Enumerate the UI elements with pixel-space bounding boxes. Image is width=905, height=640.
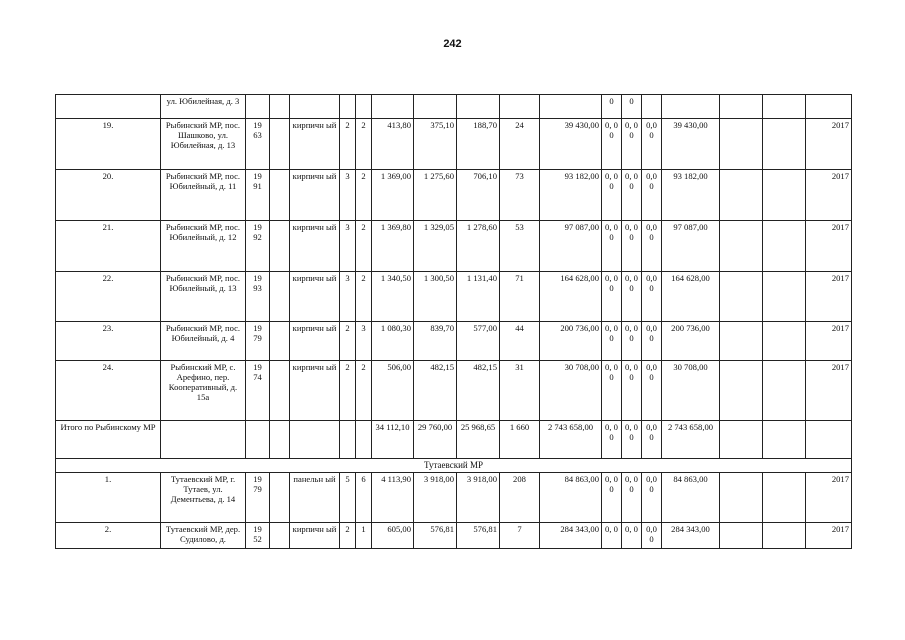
- residents-cell: 73: [500, 170, 540, 221]
- cost-total-cell: 200 736,00: [540, 322, 602, 361]
- floors-cell: 3: [340, 221, 356, 272]
- fund-cell: 0,0 0: [642, 473, 662, 523]
- table-row: [56, 119, 852, 170]
- total-area-cell: 1 080,30: [372, 322, 414, 361]
- fund-cell: 0, 0: [622, 523, 642, 549]
- private-area-cell: 1 131,40: [457, 272, 500, 322]
- row-number-cell: 19.: [56, 119, 161, 170]
- cost-total-cell: 39 430,00: [540, 119, 602, 170]
- fund-cell: 0,0 0: [642, 170, 662, 221]
- residents-cell: 208: [500, 473, 540, 523]
- empty-cell: [270, 95, 290, 119]
- fund-cell: 0, 0 0: [622, 119, 642, 170]
- year-cell: 19 52: [246, 523, 270, 549]
- row-number-cell: 22.: [56, 272, 161, 322]
- entrances-cell: 2: [356, 119, 372, 170]
- private-area-cell: 706,10: [457, 170, 500, 221]
- fund-cell: [642, 95, 662, 119]
- housing-register-table: [55, 94, 852, 549]
- table-row: [56, 95, 852, 119]
- year-cell: 19 79: [246, 322, 270, 361]
- private-area-cell: 188,70: [457, 119, 500, 170]
- cost-total-cell: 2 743 658,00: [540, 421, 602, 459]
- private-area-cell: 576,81: [457, 523, 500, 549]
- material-cell: кирпичн ый: [290, 272, 340, 322]
- table-row: [56, 170, 852, 221]
- fund-cell: 0, 0 0: [602, 473, 622, 523]
- year-cell: 19 92: [246, 221, 270, 272]
- entrances-cell: 3: [356, 322, 372, 361]
- material-cell: кирпичн ый: [290, 170, 340, 221]
- year-completion-cell: [806, 95, 852, 119]
- address-cell: Рыбинский МР, пос. Юбилейный, д. 12: [161, 221, 246, 272]
- empty-cell: [270, 361, 290, 421]
- empty-cell: [720, 170, 763, 221]
- empty-cell: [270, 322, 290, 361]
- empty-cell: [720, 272, 763, 322]
- table-row: [56, 361, 852, 421]
- row-number-cell: 24.: [56, 361, 161, 421]
- entrances-cell: 6: [356, 473, 372, 523]
- empty-cell: [720, 322, 763, 361]
- empty-cell: [763, 221, 806, 272]
- address-cell: Рыбинский МР, пос. Шашково, ул. Юбилейная, д. 13: [161, 119, 246, 170]
- floors-cell: 5: [340, 473, 356, 523]
- fund-cell: 0, 0 0: [622, 361, 642, 421]
- material-cell: панельн ый: [290, 473, 340, 523]
- material-cell: кирпичн ый: [290, 523, 340, 549]
- residents-cell: 7: [500, 523, 540, 549]
- section-header-row: [56, 459, 852, 473]
- empty-cell: [720, 361, 763, 421]
- fund-cell: 0, 0 0: [622, 322, 642, 361]
- empty-cell: [290, 421, 340, 459]
- cost-total-cell: 84 863,00: [540, 473, 602, 523]
- empty-cell: [246, 421, 270, 459]
- private-area-cell: [457, 95, 500, 119]
- year-cell: 19 79: [246, 473, 270, 523]
- fund-cell: 0, 0 0: [602, 361, 622, 421]
- residential-area-cell: 839,70: [414, 322, 457, 361]
- total-area-cell: 1 369,80: [372, 221, 414, 272]
- fund-cell: 0,0 0: [642, 361, 662, 421]
- table-row: [56, 221, 852, 272]
- cost-total-cell: 93 182,00: [540, 170, 602, 221]
- table-row: [56, 523, 852, 549]
- private-area-cell: 25 968,65: [457, 421, 500, 459]
- empty-cell: [720, 95, 763, 119]
- fund-cell: 30 708,00: [662, 361, 720, 421]
- fund-cell: 0, 0: [602, 523, 622, 549]
- empty-cell: [270, 170, 290, 221]
- residential-area-cell: 1 329,05: [414, 221, 457, 272]
- entrances-cell: [356, 95, 372, 119]
- empty-cell: [763, 322, 806, 361]
- residential-area-cell: [414, 95, 457, 119]
- year-cell: 19 93: [246, 272, 270, 322]
- address-cell: Рыбинский МР, пос. Юбилейный, д. 4: [161, 322, 246, 361]
- fund-cell: 284 343,00: [662, 523, 720, 549]
- floors-cell: [340, 95, 356, 119]
- fund-cell: 0,0 0: [642, 523, 662, 549]
- fund-cell: 0, 0 0: [602, 272, 622, 322]
- residential-area-cell: 1 300,50: [414, 272, 457, 322]
- year-completion-cell: 2017: [806, 119, 852, 170]
- empty-cell: [270, 523, 290, 549]
- fund-cell: [662, 95, 720, 119]
- floors-cell: 2: [340, 322, 356, 361]
- material-cell: кирпичн ый: [290, 119, 340, 170]
- fund-cell: 0, 0 0: [602, 421, 622, 459]
- floors-cell: 2: [340, 361, 356, 421]
- private-area-cell: 482,15: [457, 361, 500, 421]
- empty-cell: [270, 272, 290, 322]
- cost-total-cell: 284 343,00: [540, 523, 602, 549]
- residential-area-cell: 3 918,00: [414, 473, 457, 523]
- fund-cell: 0,0 0: [642, 221, 662, 272]
- entrances-cell: 2: [356, 170, 372, 221]
- year-cell: 19 74: [246, 361, 270, 421]
- year-completion-cell: 2017: [806, 473, 852, 523]
- year-cell: [246, 95, 270, 119]
- empty-cell: [763, 473, 806, 523]
- address-cell: Рыбинский МР, пос. Юбилейный, д. 13: [161, 272, 246, 322]
- row-number-cell: 1.: [56, 473, 161, 523]
- empty-cell: [763, 421, 806, 459]
- residential-area-cell: 375,10: [414, 119, 457, 170]
- total-area-cell: 506,00: [372, 361, 414, 421]
- empty-cell: [763, 272, 806, 322]
- cost-total-cell: 97 087,00: [540, 221, 602, 272]
- empty-cell: [340, 421, 356, 459]
- fund-cell: 97 087,00: [662, 221, 720, 272]
- row-number-cell: 2.: [56, 523, 161, 549]
- fund-cell: 0, 0 0: [602, 221, 622, 272]
- empty-cell: [720, 473, 763, 523]
- page-number: 242: [443, 38, 462, 50]
- residential-area-cell: 482,15: [414, 361, 457, 421]
- year-cell: 19 63: [246, 119, 270, 170]
- floors-cell: 3: [340, 272, 356, 322]
- year-completion-cell: 2017: [806, 170, 852, 221]
- empty-cell: [763, 523, 806, 549]
- empty-cell: [763, 95, 806, 119]
- year-completion-cell: 2017: [806, 361, 852, 421]
- empty-cell: [270, 221, 290, 272]
- cost-total-cell: 30 708,00: [540, 361, 602, 421]
- empty-cell: [763, 170, 806, 221]
- residents-cell: 1 660: [500, 421, 540, 459]
- year-completion-cell: 2017: [806, 272, 852, 322]
- empty-cell: [763, 119, 806, 170]
- fund-cell: 0: [602, 95, 622, 119]
- fund-cell: 0,0 0: [642, 272, 662, 322]
- row-number-cell: 21.: [56, 221, 161, 272]
- residents-cell: [500, 95, 540, 119]
- fund-cell: 84 863,00: [662, 473, 720, 523]
- address-cell: Тутаевский МР, г. Тутаев, ул. Дементьева, д. 14: [161, 473, 246, 523]
- residents-cell: 53: [500, 221, 540, 272]
- fund-cell: 2 743 658,00: [662, 421, 720, 459]
- address-cell: ул. Юбилейная, д. 3: [161, 95, 246, 119]
- fund-cell: 0, 0 0: [622, 421, 642, 459]
- empty-cell: [720, 221, 763, 272]
- fund-cell: 0, 0 0: [622, 221, 642, 272]
- floors-cell: 3: [340, 170, 356, 221]
- residential-area-cell: 29 760,00: [414, 421, 457, 459]
- residential-area-cell: 1 275,60: [414, 170, 457, 221]
- material-cell: кирпичн ый: [290, 322, 340, 361]
- fund-cell: 0: [622, 95, 642, 119]
- fund-cell: 93 182,00: [662, 170, 720, 221]
- empty-cell: [720, 119, 763, 170]
- total-area-cell: 1 369,00: [372, 170, 414, 221]
- table-row: [56, 473, 852, 523]
- cost-total-cell: 164 628,00: [540, 272, 602, 322]
- total-area-cell: 1 340,50: [372, 272, 414, 322]
- empty-cell: [270, 473, 290, 523]
- fund-cell: 164 628,00: [662, 272, 720, 322]
- fund-cell: 200 736,00: [662, 322, 720, 361]
- row-number-cell: [56, 95, 161, 119]
- empty-cell: [720, 421, 763, 459]
- empty-cell: [763, 361, 806, 421]
- private-area-cell: 1 278,60: [457, 221, 500, 272]
- material-cell: [290, 95, 340, 119]
- empty-cell: [720, 523, 763, 549]
- fund-cell: 0, 0 0: [622, 473, 642, 523]
- total-row: [56, 421, 852, 459]
- entrances-cell: 2: [356, 361, 372, 421]
- empty-cell: [270, 119, 290, 170]
- residents-cell: 71: [500, 272, 540, 322]
- row-number-cell: 20.: [56, 170, 161, 221]
- total-area-cell: 413,80: [372, 119, 414, 170]
- empty-cell: [270, 421, 290, 459]
- residents-cell: 31: [500, 361, 540, 421]
- empty-cell: [806, 421, 852, 459]
- empty-cell: [161, 421, 246, 459]
- total-area-cell: 4 113,90: [372, 473, 414, 523]
- total-area-cell: [372, 95, 414, 119]
- row-number-cell: 23.: [56, 322, 161, 361]
- entrances-cell: 2: [356, 221, 372, 272]
- address-cell: Рыбинский МР, пос. Юбилейный, д. 11: [161, 170, 246, 221]
- table-body: [56, 95, 852, 549]
- cost-total-cell: [540, 95, 602, 119]
- total-label-cell: Итого по Рыбинскому МР: [56, 421, 161, 459]
- fund-cell: 39 430,00: [662, 119, 720, 170]
- fund-cell: 0,0 0: [642, 322, 662, 361]
- floors-cell: 2: [340, 523, 356, 549]
- total-area-cell: 34 112,10: [372, 421, 414, 459]
- table-row: [56, 322, 852, 361]
- material-cell: кирпичн ый: [290, 221, 340, 272]
- year-completion-cell: 2017: [806, 221, 852, 272]
- fund-cell: 0,0 0: [642, 119, 662, 170]
- material-cell: кирпичн ый: [290, 361, 340, 421]
- table-row: [56, 272, 852, 322]
- section-title: Тутаевский МР: [56, 459, 852, 473]
- private-area-cell: 577,00: [457, 322, 500, 361]
- fund-cell: 0, 0 0: [622, 170, 642, 221]
- entrances-cell: 1: [356, 523, 372, 549]
- year-completion-cell: 2017: [806, 523, 852, 549]
- fund-cell: 0, 0 0: [602, 170, 622, 221]
- floors-cell: 2: [340, 119, 356, 170]
- residents-cell: 44: [500, 322, 540, 361]
- fund-cell: 0, 0 0: [622, 272, 642, 322]
- year-completion-cell: 2017: [806, 322, 852, 361]
- year-cell: 19 91: [246, 170, 270, 221]
- private-area-cell: 3 918,00: [457, 473, 500, 523]
- fund-cell: 0,0 0: [642, 421, 662, 459]
- address-cell: Рыбинский МР, с. Арефино, пер. Кооперативный, д. 15а: [161, 361, 246, 421]
- address-cell: Тутаевский МР, дер. Судилово, д.: [161, 523, 246, 549]
- total-area-cell: 605,00: [372, 523, 414, 549]
- empty-cell: [356, 421, 372, 459]
- entrances-cell: 2: [356, 272, 372, 322]
- residential-area-cell: 576,81: [414, 523, 457, 549]
- residents-cell: 24: [500, 119, 540, 170]
- fund-cell: 0, 0 0: [602, 322, 622, 361]
- fund-cell: 0, 0 0: [602, 119, 622, 170]
